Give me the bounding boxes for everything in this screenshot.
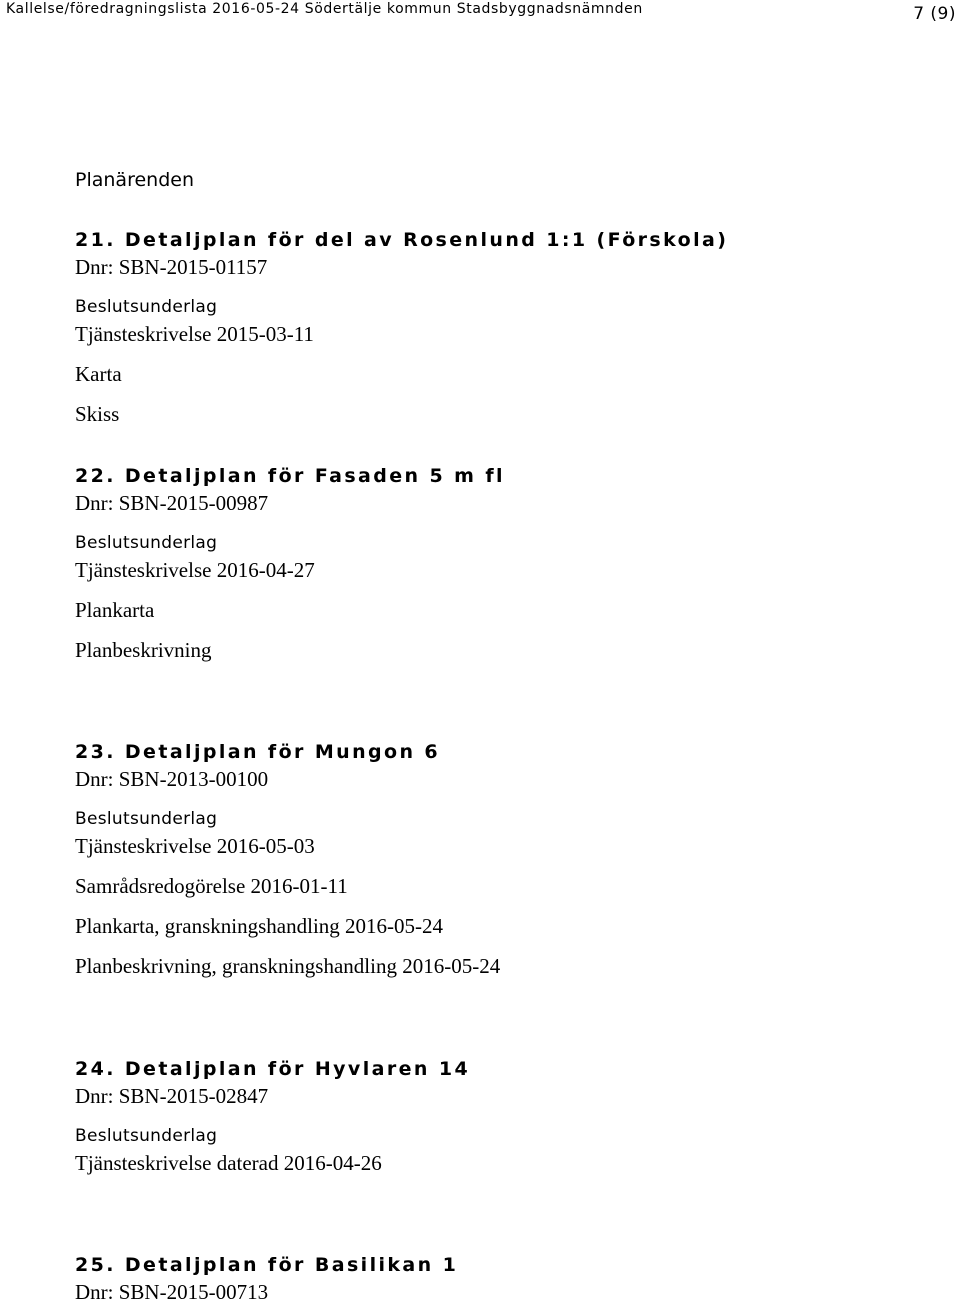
document-item: Skiss — [75, 402, 120, 426]
document-item: Plankarta — [75, 598, 155, 622]
case-dnr: Dnr: SBN-2015-02847 — [75, 1084, 269, 1108]
case-21 — [75, 228, 945, 426]
document-item: Planbeskrivning — [75, 638, 212, 662]
case-dnr: Dnr: SBN-2015-00987 — [75, 491, 269, 515]
case-heading: 24. Detaljplan för Hyvlaren 14 — [75, 1058, 471, 1080]
document-item: Tjänsteskrivelse 2015-03-11 — [75, 322, 314, 346]
document-list — [75, 558, 945, 662]
document-list — [75, 1151, 945, 1175]
case-dnr: Dnr: SBN-2015-01157 — [75, 255, 268, 279]
decision-basis-label: Beslutsunderlag — [75, 533, 218, 553]
case-22 — [75, 464, 945, 662]
document-meta: Kallelse/föredragningslista 2016-05-24 Södertälje kommun Stadsbyggnadsnämnden — [6, 1, 643, 17]
case-25 — [75, 1253, 945, 1307]
document-item: Tjänsteskrivelse 2016-04-27 — [75, 558, 315, 582]
case-dnr: Dnr: SBN-2015-00713 — [75, 1280, 269, 1304]
case-heading: 23. Detaljplan för Mungon 6 — [75, 741, 441, 763]
document-item: Plankarta, granskningshandling 2016-05-24 — [75, 914, 444, 938]
case-dnr: Dnr: SBN-2013-00100 — [75, 767, 269, 791]
document-item: Tjänsteskrivelse 2016-05-03 — [75, 834, 315, 858]
document-item: Samrådsredogörelse 2016-01-11 — [75, 874, 348, 898]
document-item: Karta — [75, 362, 122, 386]
page-number: 7 (9) — [913, 4, 956, 24]
case-24 — [75, 1057, 945, 1175]
case-heading: 25. Detaljplan för Basilikan 1 — [75, 1254, 459, 1276]
document-list — [75, 834, 945, 978]
decision-basis-label: Beslutsunderlag — [75, 809, 218, 829]
section-title: Planärenden — [75, 169, 194, 191]
document-list — [75, 322, 945, 426]
decision-basis-label: Beslutsunderlag — [75, 297, 218, 317]
page-header — [0, 0, 960, 24]
decision-basis-label: Beslutsunderlag — [75, 1126, 218, 1146]
document-item: Planbeskrivning, granskningshandling 2016-05-24 — [75, 954, 501, 978]
document-item: Tjänsteskrivelse daterad 2016-04-26 — [75, 1151, 382, 1175]
case-heading: 22. Detaljplan för Fasaden 5 m fl — [75, 465, 505, 487]
case-heading: 21. Detaljplan för del av Rosenlund 1:1 (Förskola) — [75, 229, 729, 251]
case-23 — [75, 740, 945, 978]
